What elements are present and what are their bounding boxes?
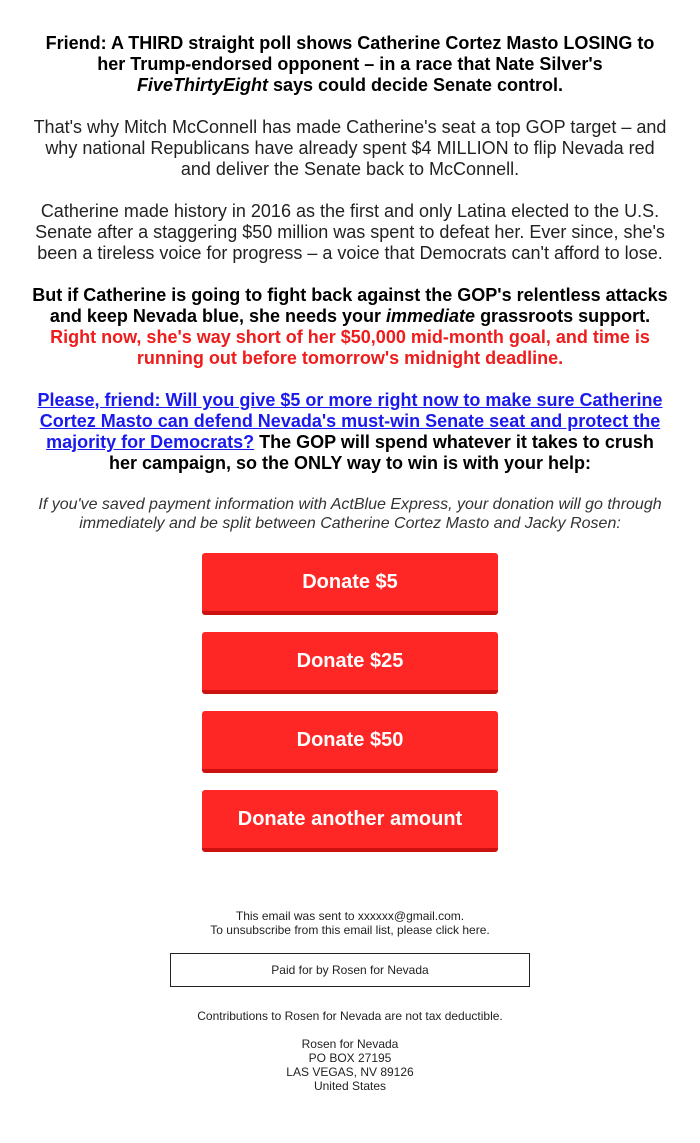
donate-5-button[interactable]: Donate $5 bbox=[202, 553, 498, 615]
ask-rest-text: The GOP will spend whatever it takes to crush her campaign, so the ONLY way to win is with your help: bbox=[108, 432, 654, 473]
paid-for-text: Paid for by Rosen for Nevada bbox=[271, 963, 429, 977]
express-note: If you've saved payment information with ActBlue Express, your donation will go through immediately and be split between Catherine Cortez Masto and Jacky Rosen: bbox=[38, 496, 662, 532]
donate-other-amount-button[interactable]: Donate another amount bbox=[202, 790, 498, 852]
address-line-3: LAS VEGAS, NV 89126 bbox=[286, 1065, 414, 1079]
address-line-4: United States bbox=[313, 1079, 387, 1093]
intro-paragraph bbox=[30, 33, 670, 96]
donate-50-button[interactable]: Donate $50 bbox=[202, 711, 498, 773]
intro-italic: FiveThirtyEight bbox=[136, 75, 268, 95]
urgent-red-text: Right now, she's way short of her $50,000 mid-month goal, and time is running out before tomorrow's midnight deadline. bbox=[50, 327, 650, 368]
email-footer bbox=[30, 909, 670, 1093]
address-line-1: Rosen for Nevada bbox=[301, 1037, 399, 1051]
urgent-bold-1: But if Catherine is going to fight back against the GOP's relentless attacks and keep Nevada blue, she needs your bbox=[32, 285, 668, 326]
paragraph-urgent bbox=[30, 285, 670, 369]
paragraph-mcconnell: That's why Mitch McConnell has made Catherine's seat a top GOP target – and why national Republicans have already spent $4 MILLION to flip Nevada red and deliver the Senate back to McConnell. bbox=[33, 117, 667, 179]
paragraph-history: Catherine made history in 2016 as the first and only Latina elected to the U.S. Senate after a staggering $50 million was spent to defeat her. Ever since, she's been a tireless voice for progress – a voice that Democrats can't afford to lose. bbox=[35, 201, 665, 263]
urgent-italic: immediate bbox=[386, 306, 476, 326]
donate-ask-link[interactable]: Please, friend: Will you give $5 or more right now to make sure Catherine Cortez Masto can defend Nevada's must-win Senate seat and protect the majority for Democrats? bbox=[37, 390, 663, 452]
donate-25-button[interactable]: Donate $25 bbox=[202, 632, 498, 694]
address-line-2: PO BOX 27195 bbox=[308, 1051, 392, 1065]
mailing-address bbox=[30, 1037, 670, 1093]
unsubscribe-link[interactable]: To unsubscribe from this email list, please click here. bbox=[210, 923, 490, 937]
paragraph-ask bbox=[30, 390, 670, 474]
urgent-bold-2: grassroots support. bbox=[475, 306, 651, 326]
intro-text-1: Friend: A THIRD straight poll shows Catherine Cortez Masto LOSING to her Trump-endorsed opponent – in a race that Nate Silver's bbox=[45, 33, 655, 74]
intro-text-2: says could decide Senate control. bbox=[267, 75, 564, 95]
sent-to-text: This email was sent to xxxxxx@gmail.com. bbox=[235, 909, 465, 923]
paid-for-box bbox=[170, 953, 530, 987]
donate-buttons bbox=[30, 553, 670, 869]
email-body bbox=[30, 0, 670, 1093]
contributions-disclaimer: Contributions to Rosen for Nevada are not tax deductible. bbox=[197, 1009, 503, 1023]
